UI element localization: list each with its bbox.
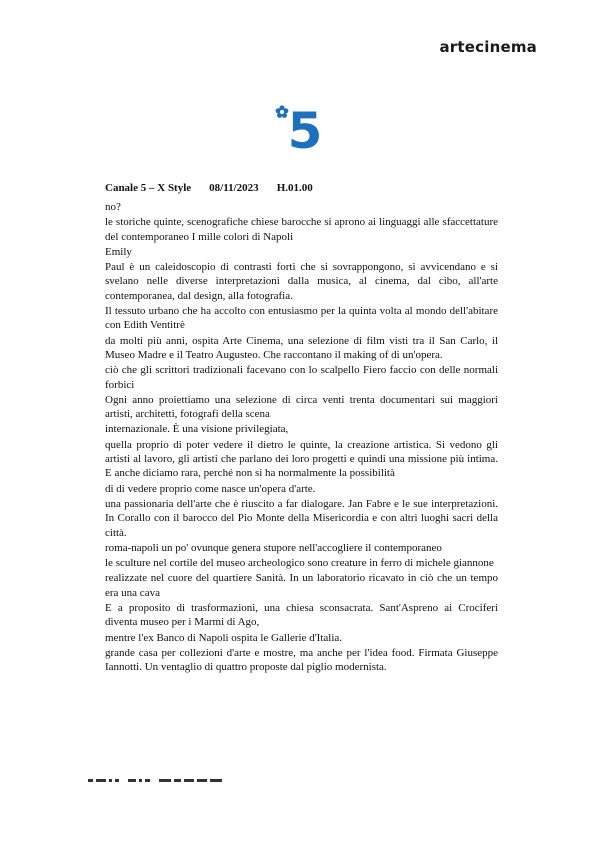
- canale5-logo: [272, 100, 324, 152]
- transcript-line: di di vedere proprio come nasce un'opera d'arte.: [105, 482, 316, 495]
- transcript-line: roma-napoli un po' ovunque genera stupore nell'accogliere il contemporaneo: [105, 541, 442, 554]
- transcript-line: ciò che gli scrittori tradizionali facevano con lo scalpello Fiero faccio con delle normali forbici: [105, 364, 498, 391]
- transcript-line: mentre l'ex Banco di Napoli ospita le Gallerie d'Italia.: [105, 631, 343, 644]
- footer-scan-marks: [88, 779, 222, 782]
- transcript-line: le storiche quinte, scenografiche chiese barocche si aprono ai linguaggi alle sfaccettature del contemporaneo I mille colori di Napoli: [105, 216, 498, 243]
- flower-icon: [276, 105, 289, 118]
- brand-name: artecinema: [439, 38, 537, 56]
- transcript-line: realizzate nel cuore del quartiere Sanità. In un laboratorio ricavato in ciò che un tempo era una cava: [105, 572, 498, 599]
- broadcast-header: [105, 182, 331, 194]
- transcript-line: le sculture nel cortile del museo archeologico sono creature in ferro di michele giannone: [105, 557, 494, 570]
- broadcast-date: 08/11/2023: [209, 182, 259, 194]
- transcript-line: da molti più anni, ospita Arte Cinema, una selezione di film visti tra il San Carlo, il Museo Madre e il Teatro Augusteo. Che raccontano il making of di un'opera.: [105, 334, 498, 361]
- transcript-line: Il tessuto urbano che ha accolto con entusiasmo per la quinta volta al mondo dell'abitare con Edith Ventitrè: [105, 305, 498, 332]
- transcript-line: una passionaria dell'arte che è riuscito a far dialogare. Jan Fabre e le sue interpretazioni. In Corallo con il barocco del Pio Monte della Misericordia e con altri luoghi sacri della città.: [105, 497, 498, 539]
- transcript-line: Paul è un caleidoscopio di contrasti forti che si sovrappongono, si avvicendano e si svelano nelle diverse interpretazioni dalla musica, al cinema, dal cibo, all'arte contemporanea, dal design, alla fotografia.: [105, 261, 498, 302]
- transcript-line: Ogni anno proiettiamo una selezione di circa venti trenta documentari sui maggiori artisti, architetti, fotografi della scena: [105, 393, 498, 421]
- broadcast-time: H.01.00: [276, 182, 313, 194]
- channel-name: Canale 5 – X Style: [105, 182, 192, 194]
- transcript-line: no?: [105, 201, 121, 213]
- transcript-line: Emily: [105, 245, 132, 258]
- transcript-body: [105, 200, 498, 676]
- transcript-line: quella proprio di poter vedere il dietro le quinte, la creazione artistica. Si vedono gli artisti al lavoro, gli artisti che parlano dei loro progetti e quindi una missione più intima. E anche diciamo rara, perché non si ha normalmente la possibilità: [105, 438, 498, 480]
- transcript-line: E a proposito di trasformazioni, una chiesa sconsacrata. Sant'Aspreno ai Crociferi diventa museo per i Marmi di Ago,: [105, 602, 498, 629]
- transcript-line: grande casa per collezioni d'arte e mostre, ma anche per l'idea food. Firmata Giuseppe Iannotti. Un ventaglio di quattro proposte dal piglio modernista.: [105, 646, 498, 674]
- logo-number: 5: [287, 102, 323, 152]
- transcript-line: internazionale. È una visione privilegiata,: [105, 423, 289, 436]
